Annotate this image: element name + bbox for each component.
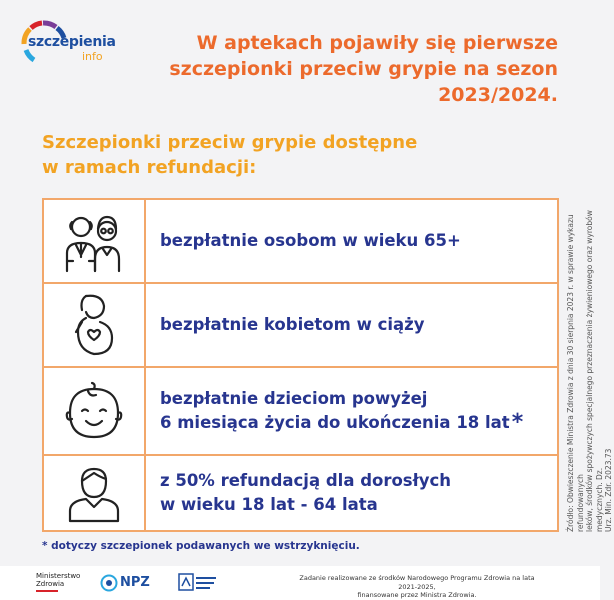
row-line: z 50% refundacją dla dorosłych bbox=[160, 471, 452, 490]
row-line: bezpłatnie osobom w wieku 65+ bbox=[160, 231, 461, 250]
adult-man-icon bbox=[66, 463, 122, 523]
row-text bbox=[160, 284, 549, 366]
source-line: Urz. Min. Zdr. 2023.73 bbox=[604, 448, 613, 532]
partner-logo bbox=[178, 572, 218, 594]
ministry-logo bbox=[36, 572, 80, 588]
npz-logo bbox=[100, 572, 160, 594]
table-row bbox=[44, 368, 557, 456]
headline bbox=[138, 30, 558, 108]
child-face-icon bbox=[64, 381, 124, 441]
partner-emblem-icon bbox=[178, 572, 218, 594]
funding-line: finansowane przez Ministra Zdrowia. bbox=[357, 591, 477, 599]
ministry-flag-bar bbox=[36, 590, 58, 592]
icon-cell bbox=[44, 200, 146, 282]
row-text bbox=[160, 368, 549, 454]
subheading-line: Szczepionki przeciw grypie dostępne bbox=[42, 132, 418, 153]
funding-line: Zadanie realizowane ze środków Narodowego Programu Zdrowia na lata 2021-2025, bbox=[299, 574, 535, 591]
row-line: w wieku 18 lat - 64 lata bbox=[160, 495, 378, 514]
funding-note bbox=[292, 574, 542, 600]
icon-cell bbox=[44, 284, 146, 366]
subheading bbox=[42, 130, 462, 180]
icon-cell bbox=[44, 368, 146, 454]
headline-line: 2023/2024. bbox=[438, 84, 558, 106]
szczepienia-info-logo bbox=[18, 18, 128, 68]
table-row bbox=[44, 284, 557, 368]
logo-name: szczepienia bbox=[28, 34, 116, 50]
source-note bbox=[560, 198, 613, 532]
npz-emblem-icon bbox=[100, 574, 118, 592]
footer bbox=[0, 566, 600, 600]
elderly-couple-icon bbox=[59, 209, 129, 273]
ministry-line: Zdrowia bbox=[36, 580, 65, 588]
headline-line: szczepionki przeciw grypie na sezon bbox=[169, 58, 558, 80]
footnote-star: * bbox=[511, 410, 524, 435]
row-line: bezpłatnie dzieciom powyżej bbox=[160, 389, 428, 408]
headline-line: W aptekach pojawiły się pierwsze bbox=[196, 32, 558, 54]
ministry-line: Ministerstwo bbox=[36, 572, 81, 580]
source-text bbox=[566, 198, 614, 532]
source-line: Źródło: Obwieszczenie Ministra Zdrowia z dnia 30 sierpnia 2023 r. w sprawie wykazu refundowanych bbox=[566, 214, 585, 532]
npz-label: NPZ bbox=[120, 575, 150, 590]
row-text bbox=[160, 200, 549, 282]
footnote: * dotyczy szczepionek podawanych we wstrzyknięciu. bbox=[42, 540, 360, 552]
refund-table bbox=[42, 198, 559, 532]
row-line: bezpłatnie kobietom w ciąży bbox=[160, 315, 425, 334]
subheading-line: w ramach refundacji: bbox=[42, 157, 257, 178]
table-row bbox=[44, 200, 557, 284]
row-line: 6 miesiąca życia do ukończenia 18 lat bbox=[160, 413, 510, 432]
row-text bbox=[160, 456, 549, 530]
table-row bbox=[44, 456, 557, 530]
source-line: leków, środków spożywczych specjalnego przeznaczenia żywieniowego oraz wyrobów medycznych. Dz. bbox=[585, 210, 604, 532]
pregnant-woman-icon bbox=[64, 292, 124, 358]
logo-sub: info bbox=[82, 50, 103, 63]
icon-cell bbox=[44, 456, 146, 530]
